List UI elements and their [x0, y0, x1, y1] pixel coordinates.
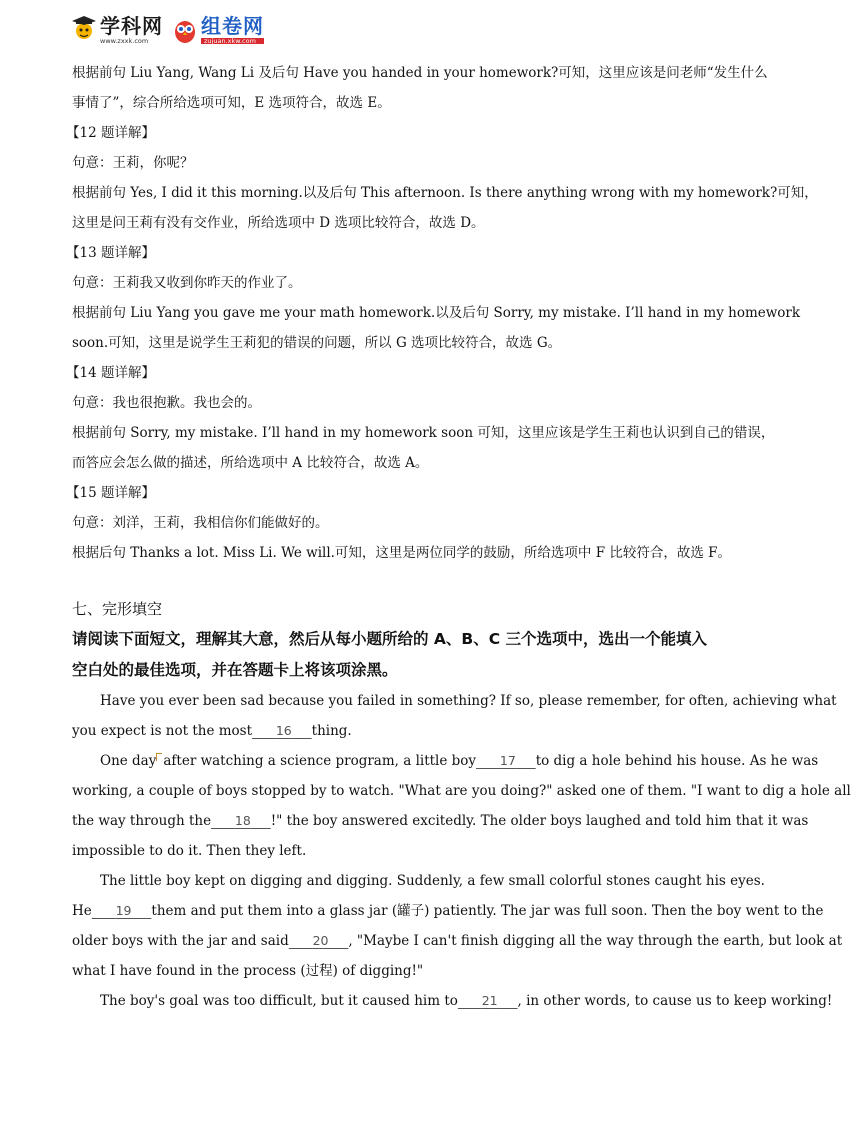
text-line: 句意：王莉我又收到你昨天的作业了。 [72, 275, 302, 291]
text-line: 而答应会怎么做的描述，所给选项中 A 比较符合，故选 A。 [72, 455, 429, 471]
passage-line [72, 986, 833, 1016]
text-line: 根据前句 Sorry, my mistake. I’ll hand in my homework soon 可知，这里应该是学生王莉也认识到自己的错误， [72, 425, 775, 441]
zujuan-logo-name: 组卷网 [201, 13, 264, 38]
instructions-line: 空白处的最佳选项，并在答题卡上将该项涂黑。 [72, 661, 398, 679]
text-line: 句意：我也很抱歉。我也会的。 [72, 395, 261, 411]
text-span: older boys with the jar and said [72, 933, 289, 949]
passage-line: working, a couple of boys stopped by to watch. "What are you doing?" asked one of them. "I want to dig a hole all [72, 783, 851, 799]
blank-number: 18 [234, 813, 251, 828]
passage-line [72, 716, 732, 746]
blank-number: 17 [499, 753, 516, 768]
passage-line: The little boy kept on digging and digging. Suddenly, a few small colorful stones caught his eyes. [100, 873, 765, 889]
text-line: 根据前句 Liu Yang, Wang Li 及后句 Have you handed in your homework?可知，这里应该是问老师“发生什么 [72, 65, 768, 81]
zujuan-logo [173, 13, 264, 45]
text-line: 这里是问王莉有没有交作业，所给选项中 D 选项比较符合，故选 D。 [72, 215, 485, 231]
passage-line [72, 926, 843, 956]
text-span: thing. [311, 723, 352, 739]
section-title: 七、完形填空 [72, 600, 163, 618]
text-line: 句意：刘洋，王莉，我相信你们能做好的。 [72, 515, 329, 531]
blank-18 [211, 806, 271, 836]
text-span: One day [100, 753, 157, 769]
instructions-line: 请阅读下面短文，理解其大意，然后从每小题所给的 A、B、C 三个选项中，选出一个能填入 [72, 630, 707, 648]
text-line: soon.可知，这里是说学生王莉犯的错误的问题，所以 G 选项比较符合，故选 G。 [72, 335, 562, 351]
text-span: , in other words, to cause us to keep working! [517, 993, 833, 1009]
passage-line: what I have found in the process (过程) of digging!" [72, 963, 424, 979]
zxxk-logo [72, 13, 163, 45]
text-span: The boy's goal was too difficult, but it caused him to [100, 993, 458, 1009]
blank-21 [458, 986, 518, 1016]
text-line: 事情了”，综合所给选项可知，E 选项符合，故选 E。 [72, 95, 391, 111]
text-line: 根据前句 Liu Yang you gave me your math homework.以及后句 Sorry, my mistake. I’ll hand in my homework [72, 305, 801, 321]
passage-line [72, 806, 809, 836]
document-body [66, 58, 851, 1016]
zxxk-logo-name: 学科网 [100, 13, 163, 38]
blank-20 [289, 926, 349, 956]
mascot-icon [72, 16, 96, 44]
blank-number: 20 [312, 933, 329, 948]
text-span: them and put them into a glass jar (罐子) patiently. The jar was full soon. Then the boy went to the [151, 903, 824, 919]
passage-line: Have you ever been sad because you failed in something? If so, please remember, for often, achieving what [100, 693, 837, 709]
question-heading-15: 【15 题详解】 [66, 485, 155, 501]
question-heading-13: 【13 题详解】 [66, 245, 155, 261]
text-span: to dig a hole behind his house. As he was [535, 753, 819, 769]
passage-line: impossible to do it. Then they left. [72, 843, 307, 859]
owl-icon [173, 16, 197, 44]
question-heading-14: 【14 题详解】 [66, 365, 155, 381]
blank-16 [252, 716, 312, 746]
text-span: after watching a science program, a little boy [163, 753, 477, 769]
zxxk-logo-url: www.zxxk.com [100, 36, 149, 45]
blank-number: 16 [275, 723, 292, 738]
text-span: He [72, 903, 92, 919]
blank-number: 21 [481, 993, 498, 1008]
question-heading-12: 【12 题详解】 [66, 125, 155, 141]
zujuan-logo-url: zujuan.xkw.com [201, 38, 264, 45]
text-line: 根据前句 Yes, I did it this morning.以及后句 This afternoon. Is there anything wrong with my homework?可知， [72, 185, 818, 201]
page-header [72, 10, 264, 50]
text-span: you expect is not the most [72, 723, 253, 739]
text-span: , "Maybe I can't finish digging all the way through the earth, but look at [348, 933, 843, 949]
text-span: the way through the [72, 813, 212, 829]
text-line: 句意：王莉，你呢？ [72, 155, 194, 171]
text-span: !" the boy answered excitedly. The older boys laughed and told him that it was [270, 813, 809, 829]
passage-line [72, 896, 824, 926]
blank-17 [476, 746, 536, 776]
edit-mark-icon [156, 753, 162, 761]
blank-number: 19 [115, 903, 132, 918]
passage-line [72, 746, 819, 776]
blank-19 [92, 896, 152, 926]
text-line: 根据后句 Thanks a lot. Miss Li. We will.可知，这里是两位同学的鼓励，所给选项中 F 比较符合，故选 F。 [72, 545, 732, 561]
